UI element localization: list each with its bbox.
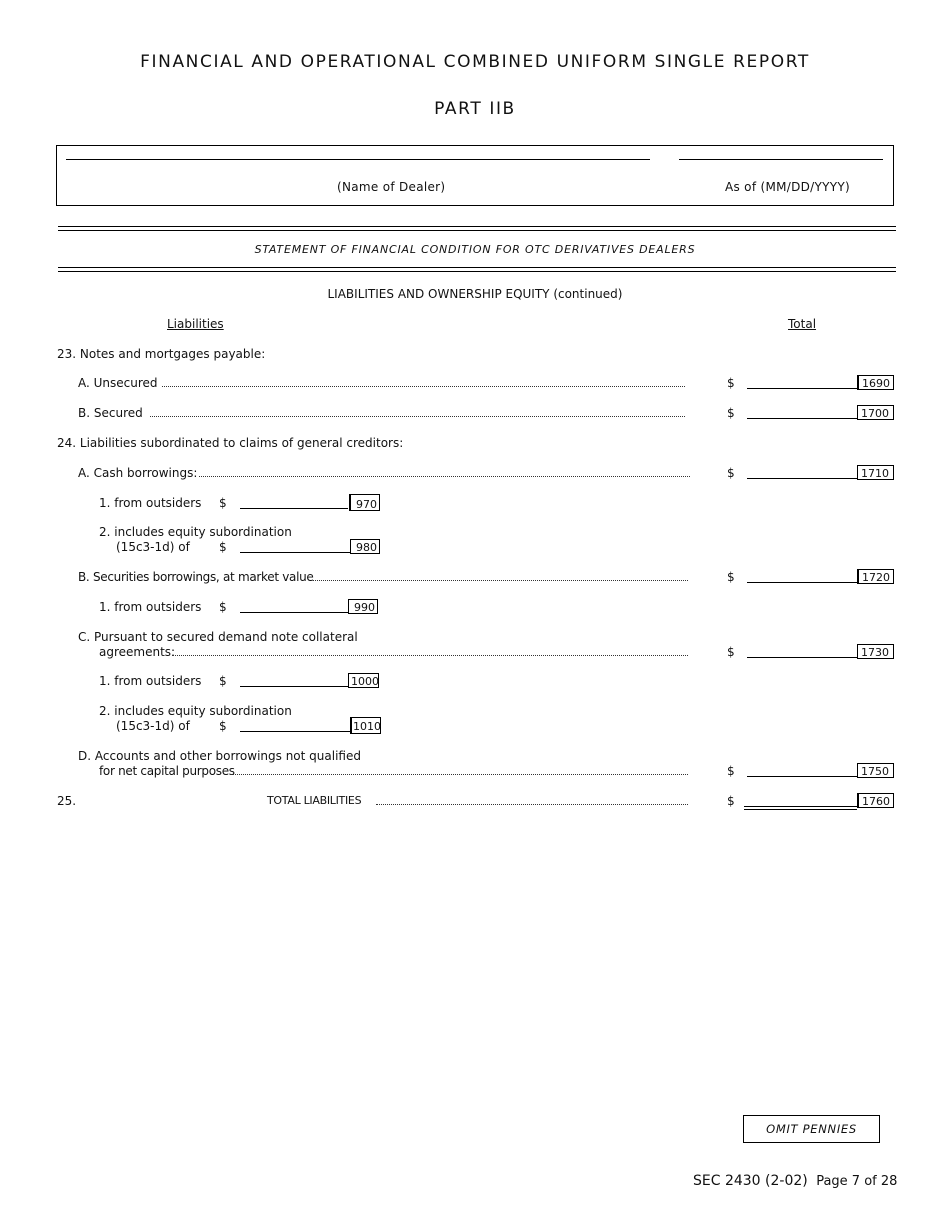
dealer-name-label: (Name of Dealer) [337,180,446,194]
leader-dots [199,466,690,477]
item-24a1-label: 1. from outsiders [99,496,202,510]
item-25-number: 25. [57,794,77,808]
total-liabilities-field[interactable] [744,794,857,807]
dollar-sign: $ [727,794,735,808]
item-24a1-field[interactable] [240,496,348,509]
form-footer [693,1173,897,1189]
divider [58,267,896,268]
dollar-sign: $ [219,496,227,510]
item-24c-label-cont: agreements: [99,645,176,659]
item-24c1-field[interactable] [240,674,348,687]
form-number: SEC 2430 (2-02) [693,1173,808,1189]
leader-dots [311,570,688,581]
dollar-sign: $ [727,645,735,659]
dollar-sign: $ [727,376,735,390]
item-24c-label: C. Pursuant to secured demand note collateral [78,630,358,644]
item-24d-code-box: 1750 [857,763,894,778]
leader-dots [172,645,688,656]
item-23b-total-field[interactable] [747,406,857,419]
item-24a2-field[interactable] [240,540,350,553]
total-column-header: Total [788,317,817,331]
divider [58,230,896,231]
item-23a-total-field[interactable] [747,376,857,389]
item-24c2-code-box: 1010 [350,717,381,734]
item-24b1-code-box: 990 [348,599,378,614]
item-24-label: 24. Liabilities subordinated to claims of general creditors: [57,436,404,450]
item-24a2-label: 2. includes equity subordination [99,525,292,539]
item-24a2-label-cont: (15c3-1d) of [116,540,190,554]
item-24b1-label: 1. from outsiders [99,600,202,614]
item-24c1-label: 1. from outsiders [99,674,202,688]
item-24c-total-field[interactable] [747,645,857,658]
dealer-info-box [56,145,894,206]
leader-dots [150,406,685,417]
item-25-code-box: 1760 [857,793,894,808]
item-24a-label: A. Cash borrowings: [78,466,198,480]
item-24a-total-field[interactable] [747,466,857,479]
part-label: PART IIB [434,99,516,119]
report-title: FINANCIAL AND OPERATIONAL COMBINED UNIFORM SINGLE REPORT [140,52,810,72]
leader-dots [231,764,688,775]
item-24d-label: D. Accounts and other borrowings not qualified [78,749,361,763]
leader-dots [162,376,685,387]
leader-dots [376,794,688,805]
item-24c1-code-box: 1000 [348,673,379,688]
item-24d-label-cont: for net capital purposes [99,764,235,778]
dollar-sign: $ [727,406,735,420]
dollar-sign: $ [727,764,735,778]
item-24a1-code-box: 970 [349,494,380,511]
item-24c-code-box: 1730 [857,644,894,659]
item-24b-code-box: 1720 [857,569,894,584]
item-24c2-label-cont: (15c3-1d) of [116,719,190,733]
item-23b-code-box: 1700 [857,405,894,420]
liabilities-column-header: Liabilities [167,317,224,331]
dollar-sign: $ [727,570,735,584]
item-24b-total-field[interactable] [747,570,857,583]
dollar-sign: $ [219,600,227,614]
item-25-label: TOTAL LIABILITIES [267,794,362,807]
item-23-label: 23. Notes and mortgages payable: [57,347,266,361]
dealer-name-line[interactable] [66,159,650,160]
item-24a-code-box: 1710 [857,465,894,480]
item-23a-label: A. Unsecured [78,376,158,390]
dollar-sign: $ [219,540,227,554]
divider [58,271,896,272]
report-date-line[interactable] [679,159,883,160]
dollar-sign: $ [219,674,227,688]
page-number: Page 7 of 28 [816,1174,898,1189]
item-24d-total-field[interactable] [747,764,857,777]
dollar-sign: $ [727,466,735,480]
item-23a-code-box: 1690 [857,375,894,390]
report-date-label: As of (MM/DD/YYYY) [725,180,851,194]
dollar-sign: $ [219,719,227,733]
divider [58,226,896,227]
item-24a2-code-box: 980 [350,539,380,554]
item-24c2-label: 2. includes equity subordination [99,704,292,718]
omit-pennies-note: OMIT PENNIES [743,1115,880,1143]
item-23b-label: B. Secured [78,406,143,420]
item-24b1-field[interactable] [240,600,348,613]
statement-title: STATEMENT OF FINANCIAL CONDITION FOR OTC DERIVATIVES DEALERS [254,243,696,256]
section-title: LIABILITIES AND OWNERSHIP EQUITY (continued) [327,287,623,301]
double-underline [744,809,857,810]
item-24c2-field[interactable] [240,719,350,732]
item-24b-label: B. Securities borrowings, at market value [78,570,314,584]
